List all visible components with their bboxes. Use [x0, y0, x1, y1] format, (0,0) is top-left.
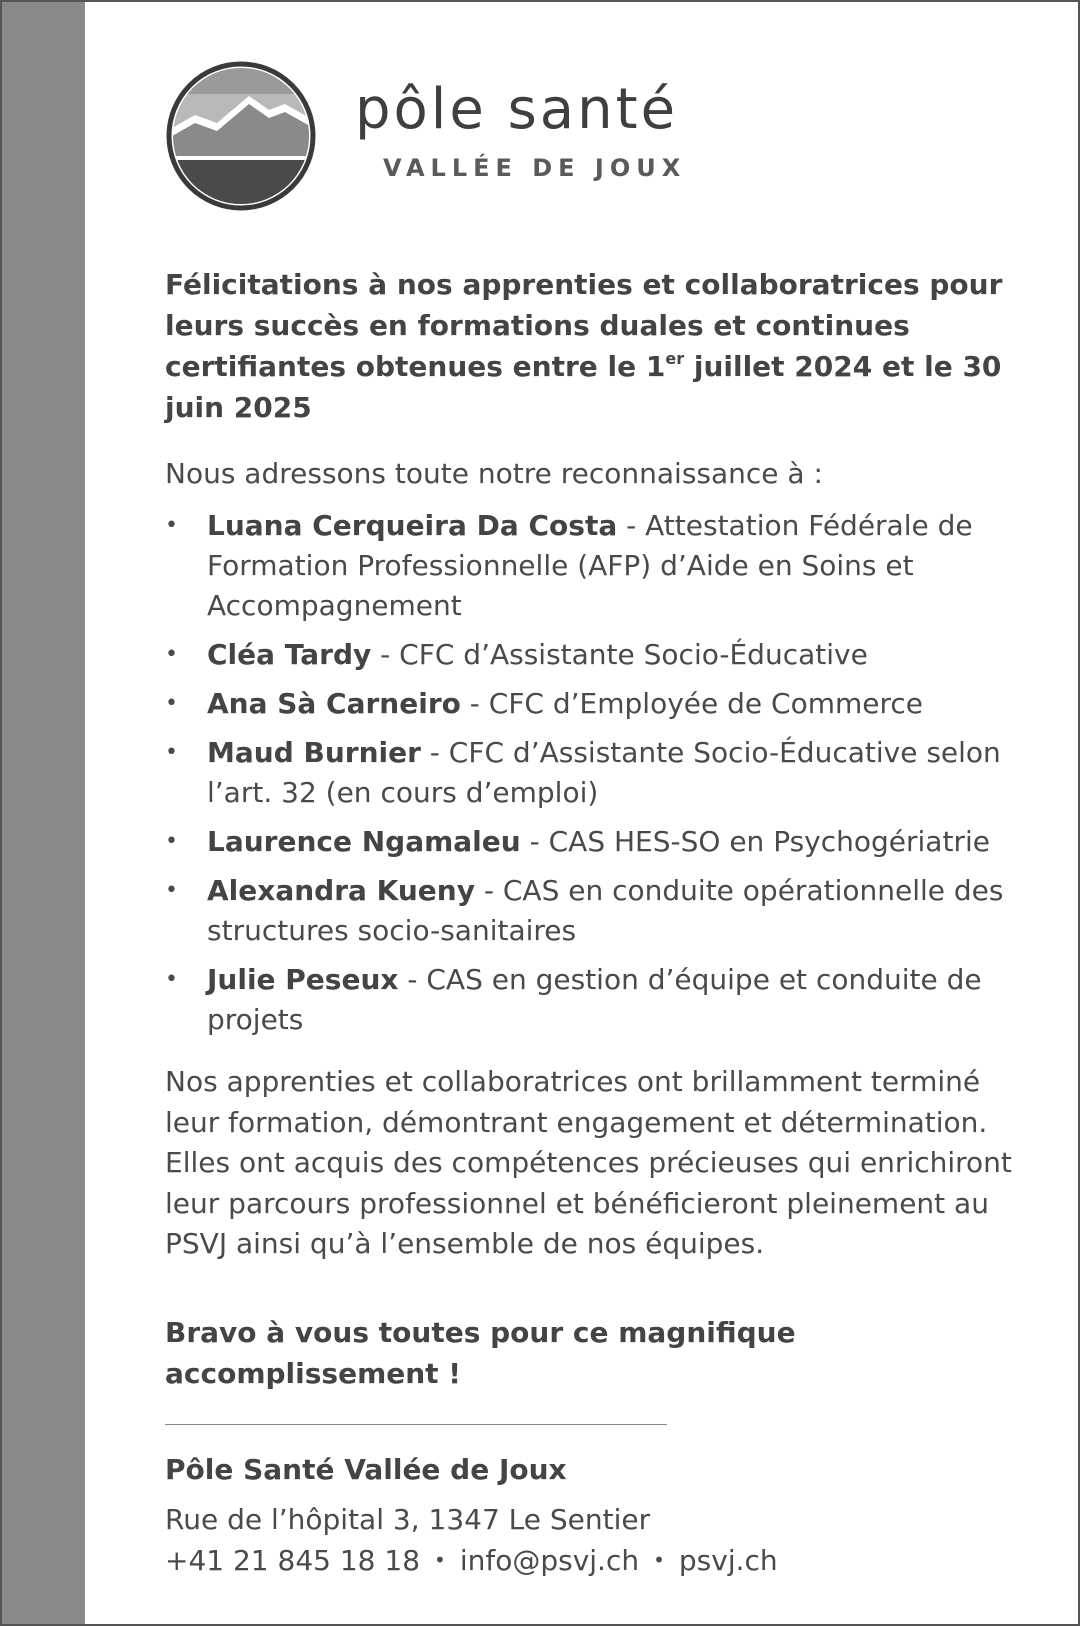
list-item [165, 822, 1045, 862]
recipient-name: Cléa Tardy [207, 638, 372, 671]
email-link[interactable]: info@psvj.ch [459, 1544, 640, 1577]
bullet-dot-icon: • [165, 967, 178, 992]
website-link[interactable]: psvj.ch [678, 1544, 778, 1577]
list-item [165, 733, 1045, 813]
separator: • [653, 1548, 665, 1572]
bullet-dot-icon: • [165, 878, 178, 903]
recipient-name: Maud Burnier [207, 736, 421, 769]
separator: • [434, 1548, 446, 1572]
headline-part1: Félicitations à nos apprenties et collaboratrices pour leurs succès en formations duales et continues certifiantes obtenues entre le 1 [165, 268, 1003, 383]
recipient-detail: - CFC d’Employée de Commerce [460, 687, 924, 720]
recipient-name: Julie Peseux [207, 963, 399, 996]
logo-name: pôle santé [355, 77, 679, 142]
headline-superscript: er [665, 349, 685, 368]
recipient-detail: - CFC d’Assistante Socio-Éducative selon l’art. 32 (en cours d’emploi) [207, 736, 1001, 809]
body-paragraph: Nos apprenties et collaboratrices ont brillamment terminé leur formation, démontrant engagement et détermination. Elles ont acquis des compétences précieuses qui enrichiront leur parcours professionnel et bénéficieront pleinement au PSVJ ainsi qu’à l’ensemble de nos équipes. [165, 1065, 1012, 1260]
recipient-detail: - CAS en conduite opérationnelle des structures socio-sanitaires [207, 874, 1004, 947]
left-grey-band [2, 2, 85, 1624]
recipient-name: Laurence Ngamaleu [207, 825, 521, 858]
recipient-detail: - CAS HES-SO en Psychogériatrie [520, 825, 990, 858]
recipient-detail: - CFC d’Assistante Socio-Éducative [371, 638, 868, 671]
contact-line [165, 1540, 778, 1581]
divider [165, 1424, 667, 1425]
recipient-name: Ana Sà Carneiro [207, 687, 461, 720]
address: Rue de l’hôpital 3, 1347 Le Sentier [165, 1503, 651, 1536]
bullet-dot-icon: • [165, 642, 178, 667]
bullet-dot-icon: • [165, 829, 178, 854]
headline [165, 264, 1025, 428]
mountain-landscape-icon [165, 60, 317, 212]
list-item [165, 684, 1045, 724]
list-item [165, 635, 1045, 675]
list-item [165, 960, 1045, 1040]
closing-text: Bravo à vous toutes pour ce magnifique accomplissement ! [165, 1316, 796, 1390]
logo [165, 60, 765, 212]
recipient-name: Luana Cerqueira Da Costa [207, 509, 618, 542]
organization-name: Pôle Santé Vallée de Joux [165, 1453, 567, 1486]
bullet-dot-icon: • [165, 740, 178, 765]
logo-subtitle: VALLÉE DE JOUX [383, 154, 687, 182]
recipient-name: Alexandra Kueny [207, 874, 475, 907]
phone: +41 21 845 18 18 [165, 1544, 421, 1577]
recipient-detail: - CAS en gestion d’équipe et conduite de projets [207, 963, 982, 1036]
recipient-detail: - Attestation Fédérale de Formation Professionnelle (AFP) d’Aide en Soins et Accompagnement [207, 509, 973, 622]
bullet-dot-icon: • [165, 691, 178, 716]
list-item [165, 506, 1045, 626]
headline-part2: juillet 2024 et le 30 juin 2025 [165, 350, 1002, 424]
list-item [165, 871, 1045, 951]
bullet-dot-icon: • [165, 513, 178, 538]
intro-text: Nous adressons toute notre reconnaissance à : [165, 457, 823, 490]
recipient-list [165, 506, 1045, 1049]
